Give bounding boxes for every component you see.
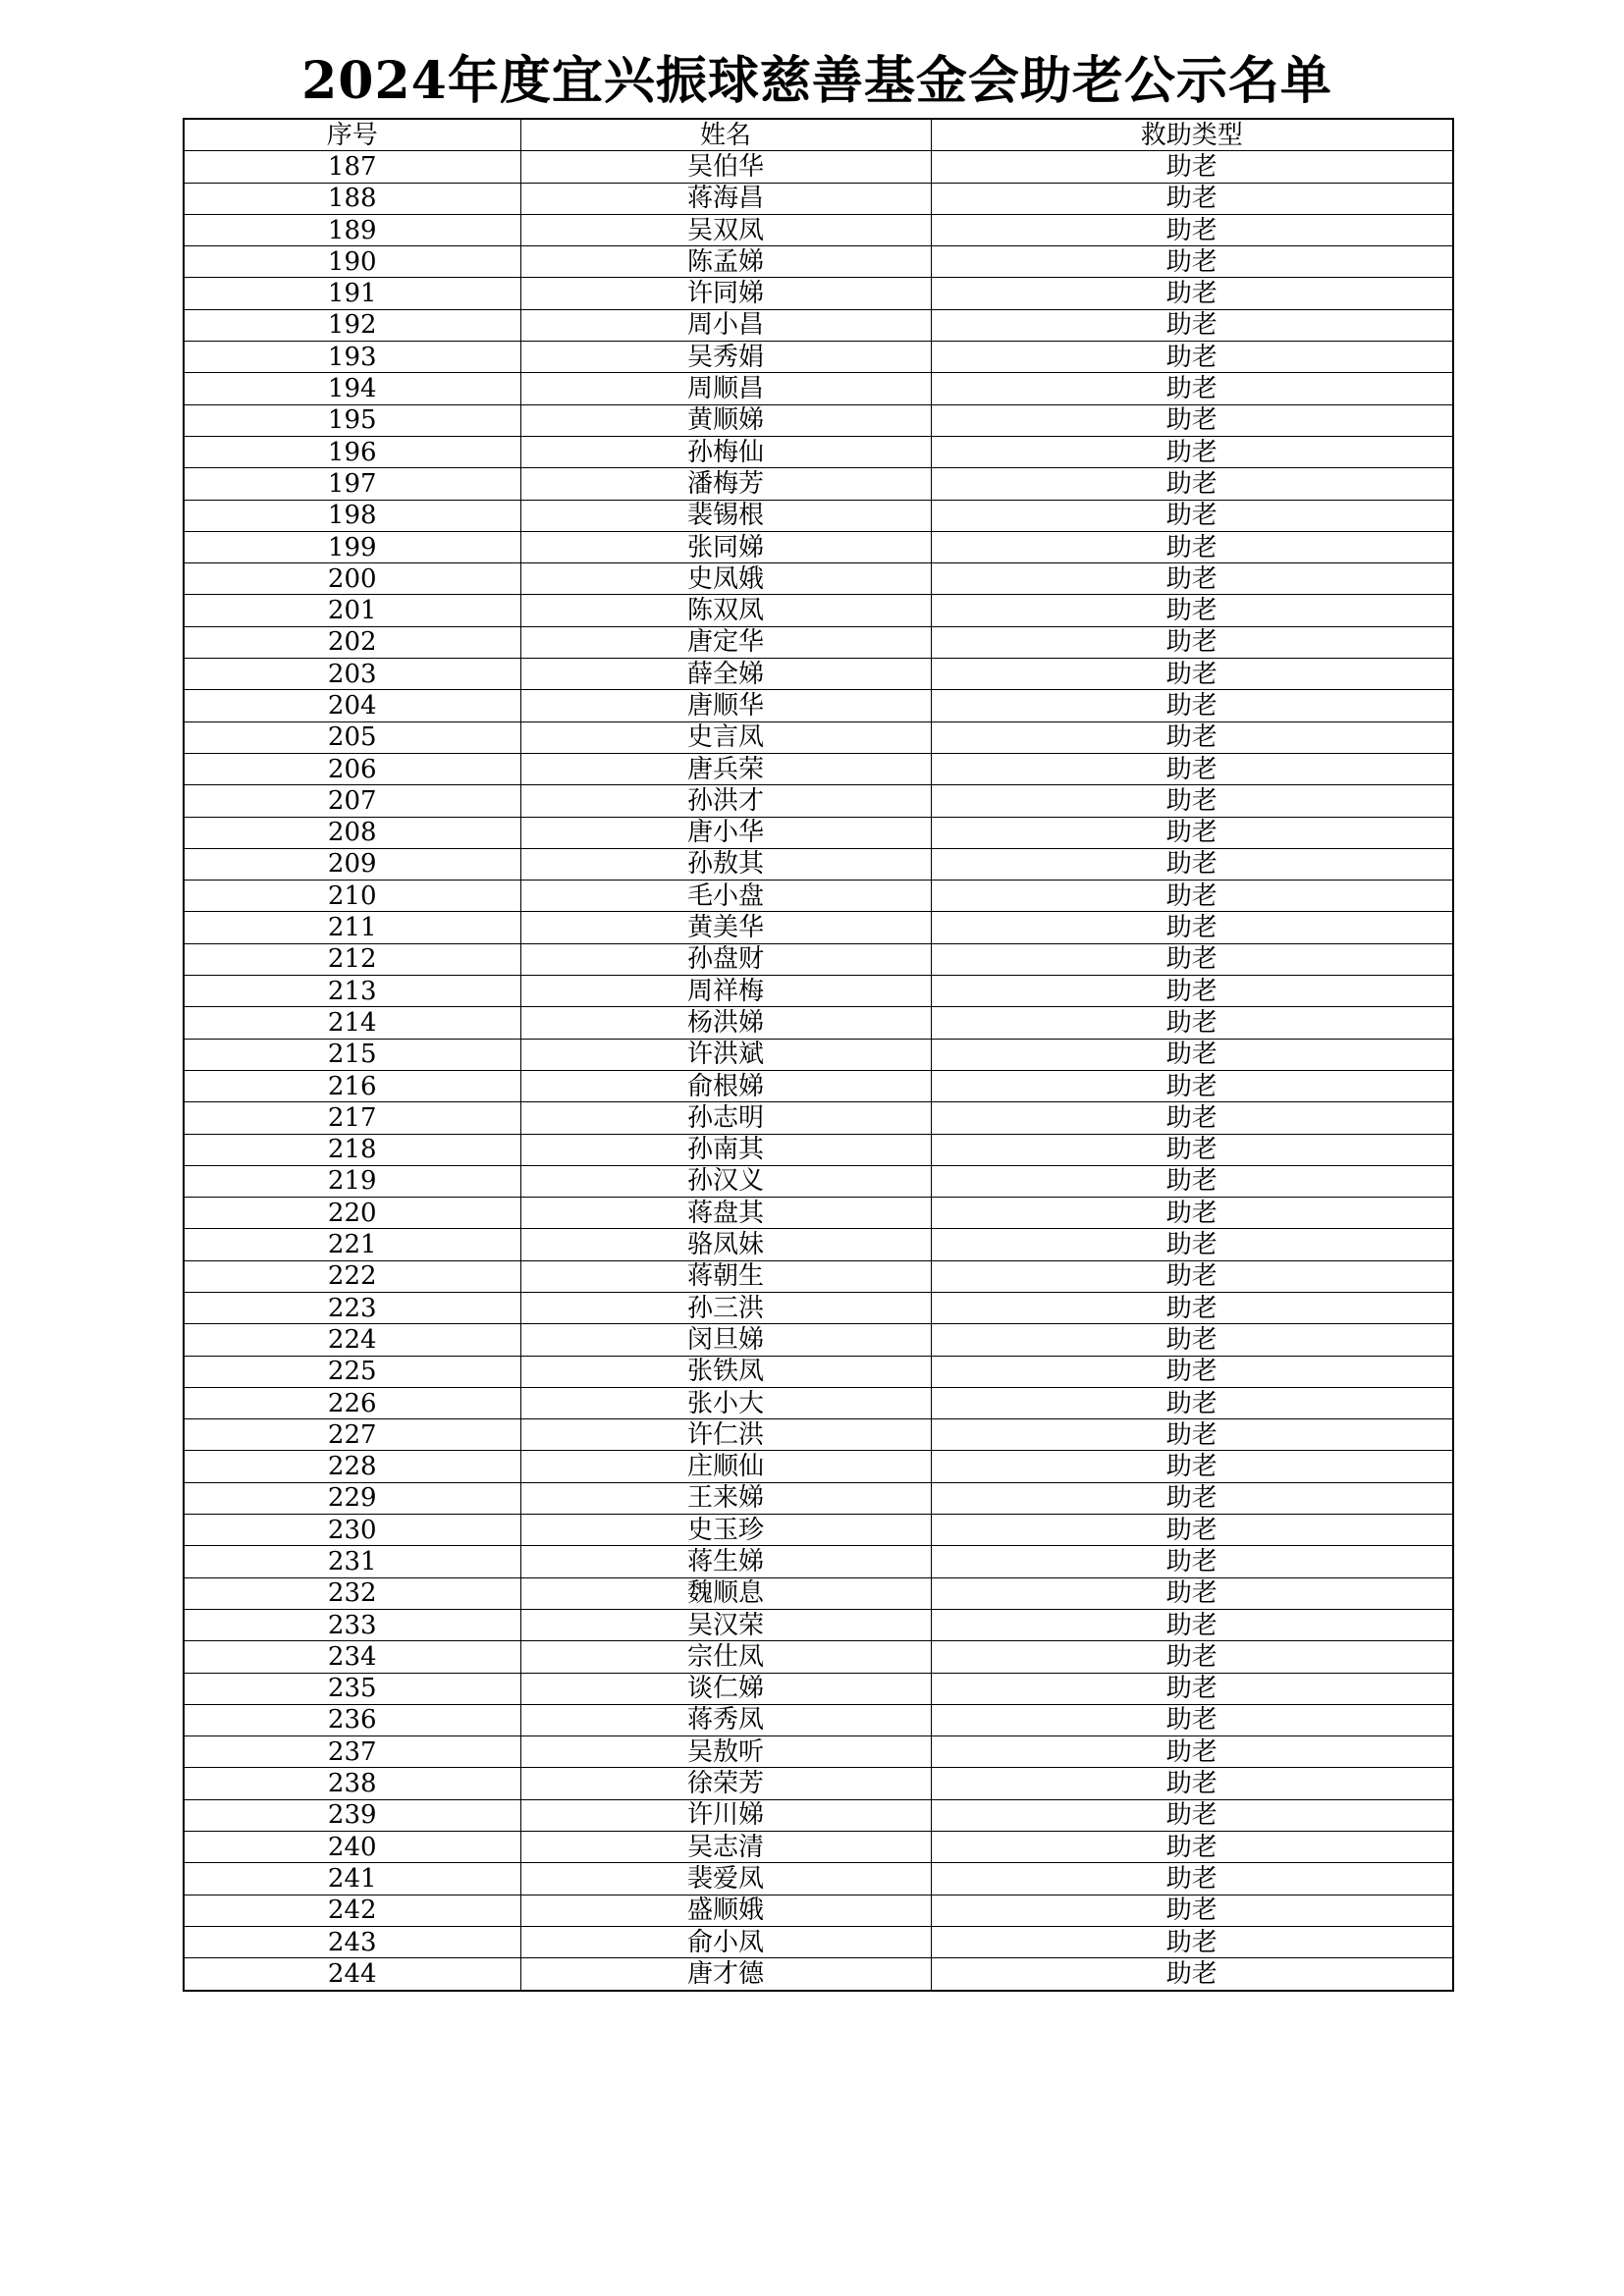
cell-serial: 198 (184, 500, 520, 531)
cell-name: 宗仕凤 (520, 1641, 931, 1673)
cell-aid-type: 助老 (931, 1895, 1453, 1926)
cell-aid-type: 助老 (931, 1515, 1453, 1546)
cell-serial: 187 (184, 151, 520, 183)
cell-serial: 228 (184, 1451, 520, 1482)
cell-aid-type: 助老 (931, 943, 1453, 975)
cell-serial: 227 (184, 1419, 520, 1451)
cell-name: 蒋海昌 (520, 183, 931, 214)
cell-aid-type: 助老 (931, 1799, 1453, 1831)
cell-aid-type: 助老 (931, 1832, 1453, 1863)
table-row (184, 1165, 1453, 1197)
table-row (184, 373, 1453, 404)
cell-serial: 238 (184, 1768, 520, 1799)
table-row (184, 1451, 1453, 1482)
table-row (184, 1419, 1453, 1451)
cell-serial: 212 (184, 943, 520, 975)
cell-aid-type: 助老 (931, 278, 1453, 309)
cell-serial: 188 (184, 183, 520, 214)
cell-aid-type: 助老 (931, 309, 1453, 341)
cell-name: 吴汉荣 (520, 1609, 931, 1640)
cell-name: 史言凤 (520, 721, 931, 753)
cell-name: 张同娣 (520, 531, 931, 562)
cell-name: 潘梅芳 (520, 468, 931, 500)
cell-serial: 237 (184, 1736, 520, 1768)
table-row (184, 1102, 1453, 1134)
cell-aid-type: 助老 (931, 753, 1453, 784)
cell-name: 孙盘财 (520, 943, 931, 975)
cell-name: 吴志清 (520, 1832, 931, 1863)
cell-aid-type: 助老 (931, 1102, 1453, 1134)
cell-aid-type: 助老 (931, 1863, 1453, 1895)
cell-name: 孙梅仙 (520, 436, 931, 467)
cell-name: 谈仁娣 (520, 1673, 931, 1704)
cell-aid-type: 助老 (931, 436, 1453, 467)
cell-serial: 217 (184, 1102, 520, 1134)
table-header-row (184, 119, 1453, 151)
column-header-serial: 序号 (184, 119, 520, 151)
cell-name: 张小大 (520, 1387, 931, 1418)
cell-name: 孙南其 (520, 1134, 931, 1165)
cell-aid-type: 助老 (931, 1736, 1453, 1768)
table-row (184, 943, 1453, 975)
cell-aid-type: 助老 (931, 563, 1453, 595)
table-row (184, 753, 1453, 784)
cell-aid-type: 助老 (931, 246, 1453, 278)
cell-aid-type: 助老 (931, 373, 1453, 404)
table-row (184, 1007, 1453, 1039)
cell-serial: 193 (184, 342, 520, 373)
cell-serial: 208 (184, 817, 520, 848)
table-row (184, 1387, 1453, 1418)
cell-name: 薛全娣 (520, 659, 931, 690)
cell-serial: 189 (184, 214, 520, 245)
cell-name: 陈孟娣 (520, 246, 931, 278)
cell-serial: 191 (184, 278, 520, 309)
cell-serial: 209 (184, 848, 520, 880)
cell-name: 盛顺娥 (520, 1895, 931, 1926)
table-row (184, 500, 1453, 531)
cell-aid-type: 助老 (931, 848, 1453, 880)
cell-serial: 234 (184, 1641, 520, 1673)
table-row (184, 404, 1453, 436)
cell-serial: 231 (184, 1546, 520, 1577)
cell-serial: 195 (184, 404, 520, 436)
cell-aid-type: 助老 (931, 1387, 1453, 1418)
cell-aid-type: 助老 (931, 626, 1453, 658)
cell-name: 周顺昌 (520, 373, 931, 404)
cell-serial: 242 (184, 1895, 520, 1926)
cell-aid-type: 助老 (931, 1704, 1453, 1735)
table-row (184, 1704, 1453, 1735)
cell-serial: 199 (184, 531, 520, 562)
cell-name: 吴伯华 (520, 151, 931, 183)
table-row (184, 278, 1453, 309)
cell-serial: 241 (184, 1863, 520, 1895)
document-title: 2024年度宜兴振球慈善基金会助老公示名单 (301, 51, 1332, 111)
table-row (184, 659, 1453, 690)
table-row (184, 1799, 1453, 1831)
cell-serial: 196 (184, 436, 520, 467)
cell-serial: 224 (184, 1324, 520, 1356)
cell-name: 孙三洪 (520, 1292, 931, 1323)
cell-serial: 213 (184, 976, 520, 1007)
cell-aid-type: 助老 (931, 1292, 1453, 1323)
column-header-name: 姓名 (520, 119, 931, 151)
cell-aid-type: 助老 (931, 1324, 1453, 1356)
cell-name: 庄顺仙 (520, 1451, 931, 1482)
table-row (184, 151, 1453, 183)
cell-name: 许仁洪 (520, 1419, 931, 1451)
cell-aid-type: 助老 (931, 785, 1453, 817)
table-row (184, 436, 1453, 467)
cell-aid-type: 助老 (931, 1641, 1453, 1673)
cell-aid-type: 助老 (931, 1451, 1453, 1482)
cell-aid-type: 助老 (931, 1958, 1453, 1991)
cell-serial: 221 (184, 1229, 520, 1260)
cell-aid-type: 助老 (931, 1070, 1453, 1101)
cell-serial: 220 (184, 1198, 520, 1229)
cell-serial: 223 (184, 1292, 520, 1323)
table-row (184, 1609, 1453, 1640)
cell-aid-type: 助老 (931, 151, 1453, 183)
table-row (184, 1134, 1453, 1165)
cell-serial: 192 (184, 309, 520, 341)
cell-aid-type: 助老 (931, 1260, 1453, 1292)
table-row (184, 1673, 1453, 1704)
cell-name: 徐荣芳 (520, 1768, 931, 1799)
cell-serial: 207 (184, 785, 520, 817)
cell-aid-type: 助老 (931, 881, 1453, 912)
table-row (184, 817, 1453, 848)
cell-serial: 203 (184, 659, 520, 690)
cell-aid-type: 助老 (931, 404, 1453, 436)
cell-name: 黄顺娣 (520, 404, 931, 436)
cell-name: 俞小凤 (520, 1926, 931, 1957)
cell-name: 史玉珍 (520, 1515, 931, 1546)
table-row (184, 1482, 1453, 1514)
cell-serial: 205 (184, 721, 520, 753)
cell-name: 许洪斌 (520, 1039, 931, 1070)
cell-aid-type: 助老 (931, 1926, 1453, 1957)
cell-serial: 236 (184, 1704, 520, 1735)
cell-serial: 232 (184, 1577, 520, 1609)
cell-aid-type: 助老 (931, 1609, 1453, 1640)
table-row (184, 912, 1453, 943)
cell-aid-type: 助老 (931, 1165, 1453, 1197)
cell-name: 吴秀娟 (520, 342, 931, 373)
cell-serial: 210 (184, 881, 520, 912)
table-row (184, 1863, 1453, 1895)
cell-aid-type: 助老 (931, 1673, 1453, 1704)
cell-serial: 225 (184, 1356, 520, 1387)
cell-aid-type: 助老 (931, 1482, 1453, 1514)
table-row (184, 309, 1453, 341)
cell-name: 俞根娣 (520, 1070, 931, 1101)
table-row (184, 563, 1453, 595)
cell-name: 魏顺息 (520, 1577, 931, 1609)
table-row (184, 1577, 1453, 1609)
cell-serial: 219 (184, 1165, 520, 1197)
cell-name: 许同娣 (520, 278, 931, 309)
cell-name: 周小昌 (520, 309, 931, 341)
cell-name: 杨洪娣 (520, 1007, 931, 1039)
cell-name: 张铁凤 (520, 1356, 931, 1387)
cell-name: 骆凤妹 (520, 1229, 931, 1260)
cell-aid-type: 助老 (931, 1577, 1453, 1609)
cell-name: 唐顺华 (520, 690, 931, 721)
table-row (184, 1356, 1453, 1387)
cell-serial: 216 (184, 1070, 520, 1101)
cell-serial: 215 (184, 1039, 520, 1070)
table-row (184, 1926, 1453, 1957)
cell-aid-type: 助老 (931, 912, 1453, 943)
table-row (184, 1260, 1453, 1292)
column-header-aid-type: 救助类型 (931, 119, 1453, 151)
cell-name: 史凤娥 (520, 563, 931, 595)
cell-name: 唐兵荣 (520, 753, 931, 784)
table-row (184, 1324, 1453, 1356)
table-row (184, 246, 1453, 278)
table-row (184, 214, 1453, 245)
cell-aid-type: 助老 (931, 1419, 1453, 1451)
cell-serial: 197 (184, 468, 520, 500)
cell-serial: 194 (184, 373, 520, 404)
table-row (184, 785, 1453, 817)
cell-name: 唐才德 (520, 1958, 931, 1991)
cell-name: 闵旦娣 (520, 1324, 931, 1356)
cell-aid-type: 助老 (931, 1039, 1453, 1070)
table-row (184, 1832, 1453, 1863)
cell-aid-type: 助老 (931, 595, 1453, 626)
cell-name: 唐定华 (520, 626, 931, 658)
cell-serial: 222 (184, 1260, 520, 1292)
cell-name: 陈双凤 (520, 595, 931, 626)
cell-serial: 229 (184, 1482, 520, 1514)
table-row (184, 342, 1453, 373)
cell-name: 许川娣 (520, 1799, 931, 1831)
table-row (184, 1515, 1453, 1546)
cell-serial: 239 (184, 1799, 520, 1831)
cell-serial: 214 (184, 1007, 520, 1039)
cell-name: 周祥梅 (520, 976, 931, 1007)
cell-aid-type: 助老 (931, 1768, 1453, 1799)
cell-name: 蒋朝生 (520, 1260, 931, 1292)
cell-aid-type: 助老 (931, 976, 1453, 1007)
table-row (184, 1039, 1453, 1070)
cell-aid-type: 助老 (931, 468, 1453, 500)
cell-aid-type: 助老 (931, 183, 1453, 214)
cell-serial: 218 (184, 1134, 520, 1165)
table-row (184, 183, 1453, 214)
cell-serial: 230 (184, 1515, 520, 1546)
cell-serial: 244 (184, 1958, 520, 1991)
cell-name: 黄美华 (520, 912, 931, 943)
cell-serial: 202 (184, 626, 520, 658)
table-row (184, 1198, 1453, 1229)
cell-serial: 206 (184, 753, 520, 784)
cell-name: 蒋秀凤 (520, 1704, 931, 1735)
table-row (184, 468, 1453, 500)
table-row (184, 721, 1453, 753)
table-row (184, 1895, 1453, 1926)
table-row (184, 1736, 1453, 1768)
cell-serial: 233 (184, 1609, 520, 1640)
cell-name: 唐小华 (520, 817, 931, 848)
cell-serial: 200 (184, 563, 520, 595)
cell-serial: 204 (184, 690, 520, 721)
cell-name: 吴敖听 (520, 1736, 931, 1768)
table-row (184, 976, 1453, 1007)
cell-name: 王来娣 (520, 1482, 931, 1514)
cell-serial: 211 (184, 912, 520, 943)
cell-name: 孙汉义 (520, 1165, 931, 1197)
cell-aid-type: 助老 (931, 1356, 1453, 1387)
cell-aid-type: 助老 (931, 342, 1453, 373)
cell-aid-type: 助老 (931, 500, 1453, 531)
table-row (184, 690, 1453, 721)
cell-name: 吴双凤 (520, 214, 931, 245)
cell-serial: 243 (184, 1926, 520, 1957)
cell-serial: 240 (184, 1832, 520, 1863)
cell-serial: 235 (184, 1673, 520, 1704)
cell-serial: 201 (184, 595, 520, 626)
cell-serial: 190 (184, 246, 520, 278)
cell-aid-type: 助老 (931, 1546, 1453, 1577)
table-row (184, 881, 1453, 912)
cell-name: 裴爱凤 (520, 1863, 931, 1895)
cell-aid-type: 助老 (931, 214, 1453, 245)
cell-aid-type: 助老 (931, 1198, 1453, 1229)
cell-name: 毛小盘 (520, 881, 931, 912)
table-row (184, 1641, 1453, 1673)
cell-aid-type: 助老 (931, 721, 1453, 753)
table-row (184, 1958, 1453, 1991)
table-row (184, 531, 1453, 562)
table-row (184, 848, 1453, 880)
table-row (184, 1229, 1453, 1260)
cell-name: 蒋盘其 (520, 1198, 931, 1229)
cell-name: 孙敖其 (520, 848, 931, 880)
cell-aid-type: 助老 (931, 690, 1453, 721)
cell-name: 孙洪才 (520, 785, 931, 817)
table-row (184, 1292, 1453, 1323)
cell-name: 蒋生娣 (520, 1546, 931, 1577)
cell-aid-type: 助老 (931, 1007, 1453, 1039)
cell-aid-type: 助老 (931, 659, 1453, 690)
cell-serial: 226 (184, 1387, 520, 1418)
table-row (184, 1070, 1453, 1101)
cell-name: 裴锡根 (520, 500, 931, 531)
cell-name: 孙志明 (520, 1102, 931, 1134)
table-row (184, 595, 1453, 626)
cell-aid-type: 助老 (931, 1134, 1453, 1165)
table-body (184, 151, 1453, 1991)
table-row (184, 1768, 1453, 1799)
cell-aid-type: 助老 (931, 1229, 1453, 1260)
cell-aid-type: 助老 (931, 531, 1453, 562)
cell-aid-type: 助老 (931, 817, 1453, 848)
beneficiary-table (183, 118, 1454, 1992)
table-row (184, 626, 1453, 658)
table-row (184, 1546, 1453, 1577)
